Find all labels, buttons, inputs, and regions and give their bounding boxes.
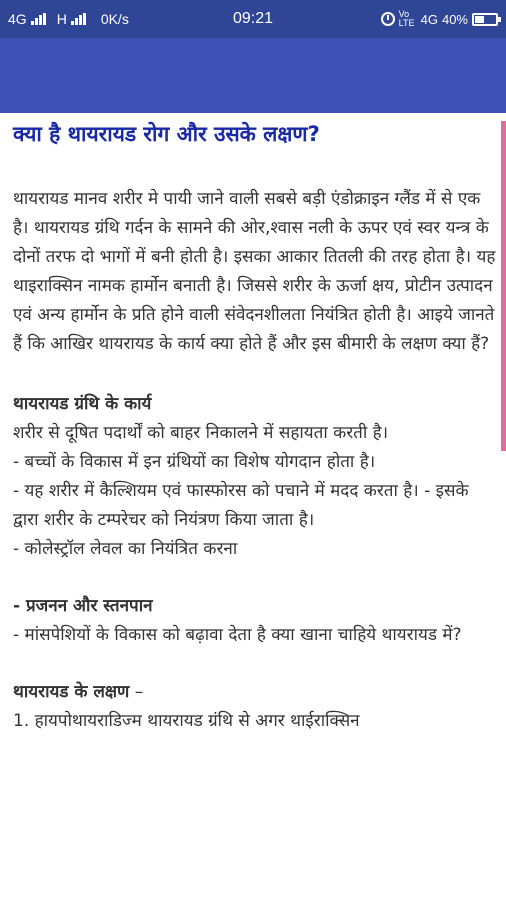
article-content[interactable] (0, 113, 506, 900)
symptoms-heading: थायरायड के लक्षण (13, 682, 130, 702)
article-title: क्या है थायरायड रोग और उसके लक्षण? (13, 122, 320, 146)
function-line-1: शरीर से दूषित पदार्थों को बाहर निकालने में सहायता करती है। (13, 423, 389, 443)
network-speed: 0K/s (100, 11, 129, 27)
symptoms-dash: – (129, 682, 144, 702)
reproduction-line: - मांसपेशियों के विकास को बढ़ावा देता है क्या खाना चाहिये थायरायड में? (13, 625, 462, 645)
network-type-3: 4G (420, 11, 438, 27)
signal-icon-2 (71, 13, 87, 25)
symptom-line-1: 1. हायपोथायराडिज्म थायरायड ग्रंथि से अगर थाईराक्सिन (13, 711, 360, 731)
status-left (8, 11, 208, 27)
status-right (381, 10, 498, 28)
intro-paragraph: थायरायड मानव शरीर मे पायी जाने वाली सबसे बड़ी एंडोक्राइन ग्लैंड में से एक है। थायरायड ग्रंथि गर्दन के सामने की ओर,श्वास नली के ऊपर एवं स्वर यन्त्र के दोनों तरफ दो भागों में बनी होती है। इसका आकार तितली की तरह होता है। यह थाइराक्सिन नामक हार्मोन बनाती है। जिससे शरीर के ऊर्जा क्षय, प्रोटीन उत्पादन एवं अन्य हार्मोन के प्रति होने वाली संवेदनशीलता नियंत्रित होती है। आइये जानते हैं कि आखिर थायरायड के कार्य क्या होते हैं और इस बीमारी के लक्षण क्या हैं? (13, 189, 496, 354)
alarm-icon (381, 12, 395, 26)
functions-heading: थायरायड ग्रंथि के कार्य (13, 394, 152, 414)
status-time: 09:21 (232, 10, 274, 27)
scroll-indicator[interactable] (501, 121, 506, 451)
status-bar (0, 0, 506, 38)
battery-percent: 40% (441, 11, 468, 27)
signal-icon (31, 13, 47, 25)
app-bar (0, 38, 506, 113)
network-type-1: 4G (8, 11, 27, 27)
function-line-2: - बच्चों के विकास में इन ग्रंथियों का विशेष योगदान होता है। (13, 452, 376, 472)
function-line-3: - यह शरीर में कैल्शियम एवं फास्फोरस को पचाने में मदद करता है। - इसके द्वारा शरीर के टम्परेचर को नियंत्रण किया जाता है। (13, 481, 469, 530)
battery-icon (472, 13, 498, 26)
function-line-4: - कोलेस्ट्रॉल लेवल का नियंत्रित करना (13, 539, 238, 559)
battery-fill (475, 16, 484, 23)
symptoms-heading-row (13, 678, 496, 707)
reproduction-heading: - प्रजनन और स्तनपान (13, 596, 153, 616)
network-type-2: H (56, 11, 67, 27)
volte-label: Vo LTE (398, 9, 415, 28)
